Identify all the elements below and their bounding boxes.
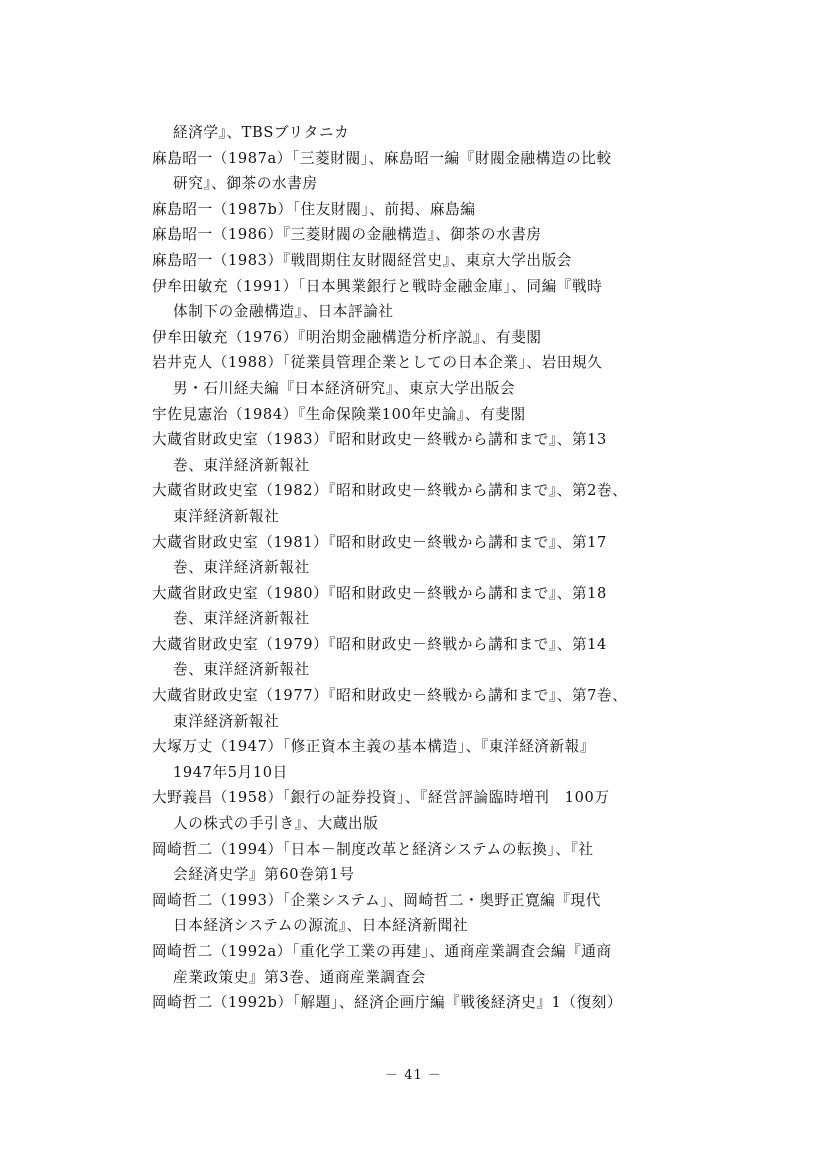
- reference-entry-line: 大蔵省財政史室（1982）『昭和財政史－終戦から講和まで』、第2巻、: [152, 482, 628, 500]
- reference-entry-line: 麻島昭一（1986）『三菱財閥の金融構造』、御茶の水書房: [152, 226, 542, 244]
- reference-continuation-line: 東洋経済新報社: [173, 712, 280, 730]
- reference-entry-line: 岡崎哲二（1992b）「解題」、経済企画庁編『戦後経済史』1（復刻）: [152, 994, 623, 1012]
- reference-continuation-line: 日本経済システムの源流』、日本経済新聞社: [173, 917, 469, 935]
- reference-entry-line: 岩井克人（1988）「従業員管理企業としての日本企業」、岩田規久: [152, 354, 603, 372]
- reference-entry-line: 大野義昌（1958）「銀行の証券投資」、『経営評論臨時増刊 100万: [152, 789, 610, 807]
- reference-entry-line: 麻島昭一（1987a）「三菱財閥」、麻島昭一編『財閥金融構造の比較: [152, 149, 612, 167]
- reference-continuation-line: 1947年5月10日: [173, 763, 288, 781]
- reference-continuation-line: 研究』、御茶の水書房: [173, 175, 318, 193]
- reference-continuation-line: 経済学』、TBSブリタニカ: [173, 124, 350, 141]
- reference-entry-line: 麻島昭一（1983）『戦間期住友財閥経営史』、東京大学出版会: [152, 251, 572, 269]
- reference-continuation-line: 産業政策史』第3巻、通商産業調査会: [173, 968, 426, 986]
- reference-entry-line: 伊牟田敏充（1976）『明治期金融構造分析序説』、有斐閣: [152, 328, 542, 346]
- reference-entry-line: 大蔵省財政史室（1981）『昭和財政史－終戦から講和まで』、第17: [152, 533, 607, 551]
- reference-continuation-line: 巻、東洋経済新報社: [173, 661, 310, 679]
- reference-entry-line: 大塚万丈（1947）「修正資本主義の基本構造」、『東洋経済新報』: [152, 738, 596, 756]
- reference-entry-line: 岡崎哲二（1993）「企業システム」、岡崎哲二・奥野正寛編『現代: [152, 891, 601, 909]
- reference-continuation-line: 東洋経済新報社: [173, 507, 280, 525]
- reference-continuation-line: 会経済史学』第60巻第1号: [173, 866, 355, 884]
- reference-continuation-line: 巻、東洋経済新報社: [173, 456, 310, 474]
- reference-entry-line: 麻島昭一（1987b）「住友財閥」、前掲、麻島編: [152, 200, 476, 218]
- reference-entry-line: 大蔵省財政史室（1977）『昭和財政史－終戦から講和まで』、第7巻、: [152, 687, 628, 705]
- reference-continuation-line: 人の株式の手引き』、大蔵出版: [173, 815, 379, 833]
- reference-entry-line: 岡崎哲二（1994）「日本－制度改革と経済システムの転換」、『社: [152, 840, 594, 858]
- page-number: － 41 －: [385, 1068, 442, 1083]
- reference-continuation-line: 体制下の金融構造』、日本評論社: [173, 303, 394, 321]
- reference-entry-line: 大蔵省財政史室（1980）『昭和財政史－終戦から講和まで』、第18: [152, 584, 607, 602]
- reference-entry-line: 宇佐見憲治（1984）『生命保険業100年史論』、有斐閣: [152, 405, 526, 423]
- reference-continuation-line: 巻、東洋経済新報社: [173, 610, 310, 628]
- reference-entry-line: 伊牟田敏充（1991）「日本興業銀行と戦時金融金庫」、同編『戦時: [152, 277, 603, 295]
- reference-list: [152, 120, 712, 1016]
- reference-continuation-line: 巻、東洋経済新報社: [173, 559, 310, 577]
- reference-continuation-line: 男・石川経夫編『日本経済研究』、東京大学出版会: [173, 379, 516, 397]
- reference-entry-line: 大蔵省財政史室（1979）『昭和財政史－終戦から講和まで』、第14: [152, 635, 607, 653]
- reference-entry-line: 岡崎哲二（1992a）「重化学工業の再建」、通商産業調査会編『通商: [152, 943, 612, 960]
- reference-entry-line: 大蔵省財政史室（1983）『昭和財政史－終戦から講和まで』、第13: [152, 431, 607, 449]
